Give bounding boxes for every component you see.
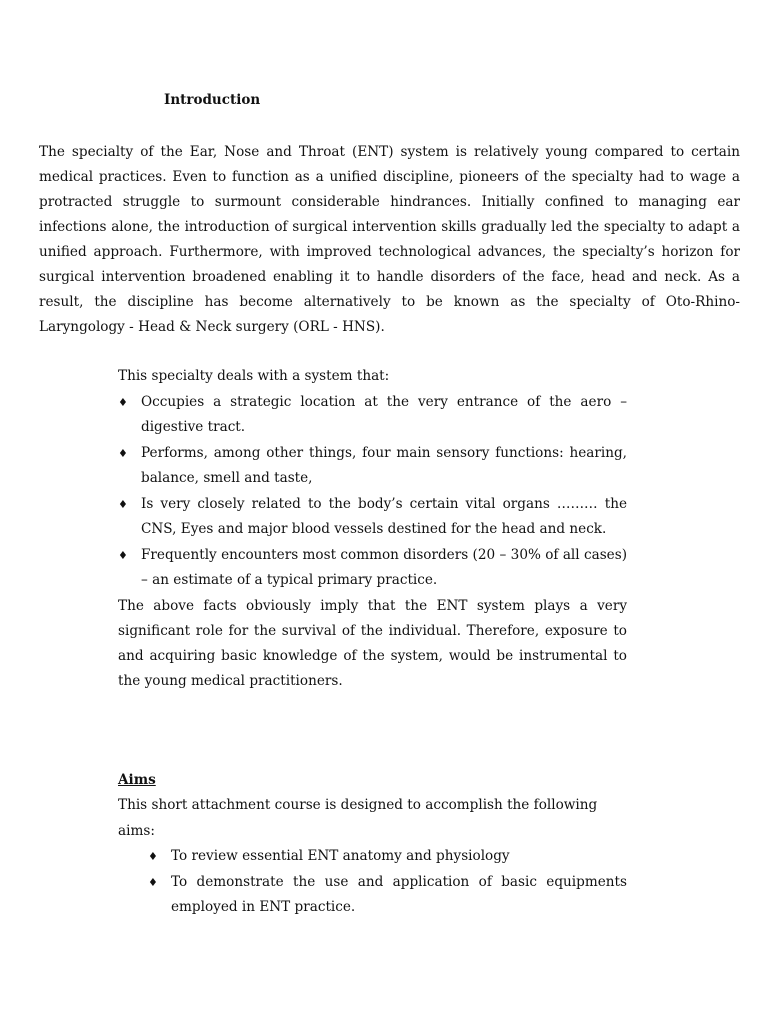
list-item [118, 390, 627, 441]
section-heading-aims: Aims [118, 772, 156, 788]
section-heading-introduction: Introduction [164, 92, 261, 108]
diamond-bullet-icon: ♦ [118, 497, 128, 511]
aims-list [118, 844, 627, 921]
list-item [148, 870, 627, 921]
diamond-bullet-icon: ♦ [148, 850, 158, 863]
list-item [118, 441, 627, 492]
list-item [118, 492, 627, 543]
list-item-text: Is very closely related to the body’s certain vital organs ……… the CNS, Eyes and major blood vessels destined for the head and neck. [141, 495, 627, 537]
diamond-bullet-icon: ♦ [118, 548, 128, 562]
list-item-text: Occupies a strategic location at the very entrance of the aero – digestive tract. [141, 393, 627, 435]
intro-paragraph: The specialty of the Ear, Nose and Throat (ENT) system is relatively young compared to certain medical practices. Even to function as a unified discipline, pioneers of the specialty had to wage a protracted struggle to surmount considerable hindrances. Initially confined to managing ear infections alone, the introduction of surgical intervention skills gradually led the specialty to adapt a unified approach. Furthermore, with improved technological advances, the specialty’s horizon for surgical intervention broadened enabling it to handle disorders of the face, head and neck. As a result, the discipline has become alternatively to be known as the specialty of Oto-Rhino-Laryngology - Head & Neck surgery (ORL - HNS). [39, 144, 740, 335]
diamond-bullet-icon: ♦ [148, 875, 158, 889]
system-section [118, 364, 627, 694]
system-points-list [118, 390, 627, 594]
aims-lead: This short attachment course is designed to accomplish the following aims: [118, 797, 598, 839]
list-item [118, 543, 627, 594]
list-item [148, 844, 627, 870]
conclusion-paragraph: The above facts obviously imply that the ENT system plays a very significant role for the survival of the individual. Therefore, exposure to and acquiring basic knowledge of the system, would be instrumental to the young medical practitioners. [118, 597, 627, 690]
list-item-text: Frequently encounters most common disorders (20 – 30% of all cases) – an estimate of a typical primary practice. [141, 546, 627, 588]
list-item-text: To review essential ENT anatomy and physiology [171, 848, 510, 864]
diamond-bullet-icon: ♦ [118, 395, 128, 409]
list-item-text: Performs, among other things, four main sensory functions: hearing, balance, smell and taste, [141, 444, 627, 486]
aims-section [118, 768, 627, 921]
diamond-bullet-icon: ♦ [118, 446, 128, 460]
system-lead: This specialty deals with a system that: [118, 368, 390, 384]
list-item-text: To demonstrate the use and application of basic equipments employed in ENT practice. [171, 873, 627, 915]
